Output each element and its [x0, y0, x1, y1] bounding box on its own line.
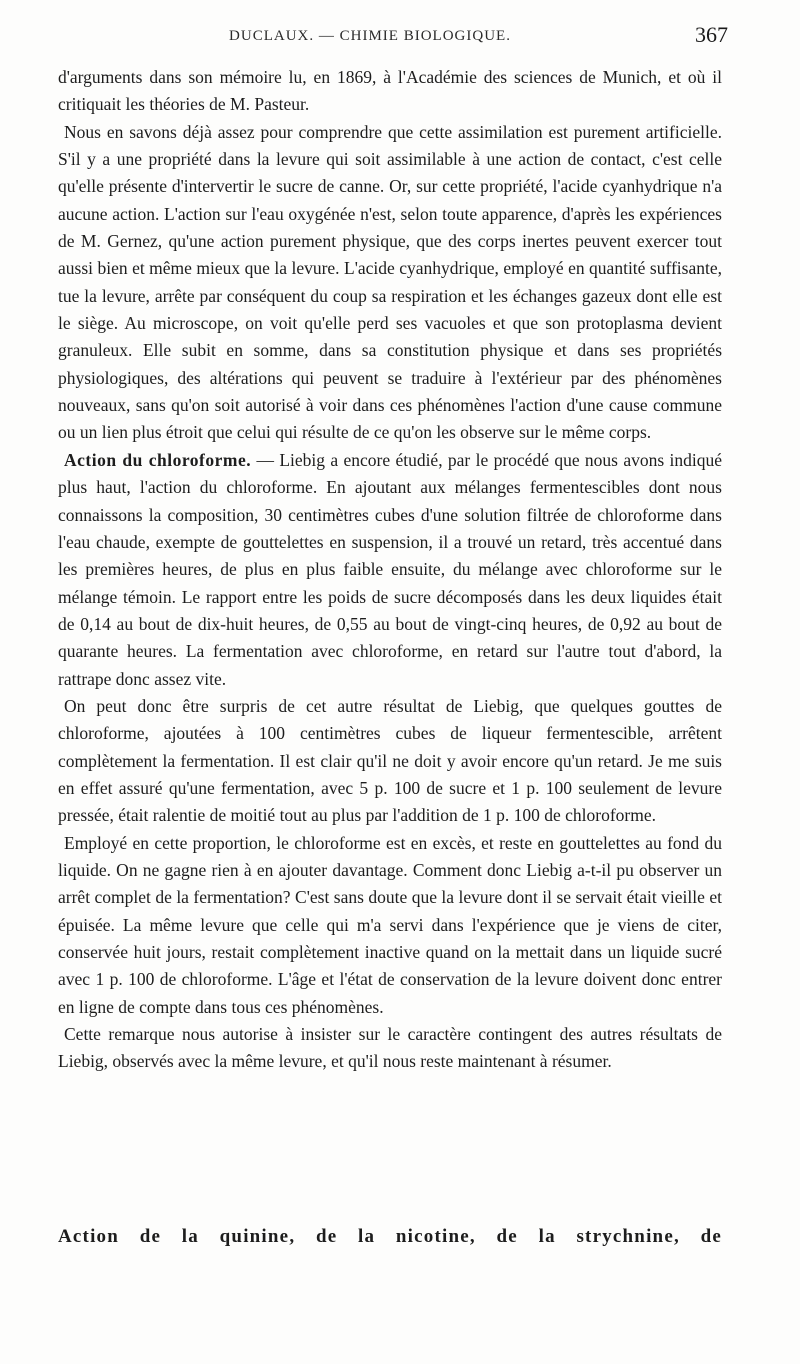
body-text	[58, 64, 722, 1076]
section-heading-quinine: Action de la quinine, de la nicotine, de la strychnine, de	[58, 1226, 722, 1247]
paragraph-liebig-result: On peut donc être surpris de cet autre résultat de Liebig, que quelques gouttes de chloroforme, ajoutées à 100 centimètres cubes de liqueur fermentescible, arrêtent complètement la fermentation. Il est clair qu'il ne doit y avoir encore qu'un retard. Je me suis en effet assuré qu'une fermentation, avec 5 p. 100 de sucre et 1 p. 100 seulement de levure pressée, était ralentie de moitié tout au plus par l'addition de 1 p. 100 de chloroforme.	[58, 695, 722, 826]
paragraph-assimilation: Nous en savons déjà assez pour comprendre que cette assimilation est purement artificielle. S'il y a une propriété dans la levure qui soit assimilable à une action de contact, c'est celle qu'elle présente d'intervertir le sucre de canne. Or, sur cette propriété, l'acide cyanhydrique n'a aucune action. L'action sur l'eau oxygénée n'est, selon toute apparence, d'après les expériences de M. Gernez, qu'une action purement physique, que des corps inertes peuvent exercer tout aussi bien et même mieux que la levure. L'acide cyanhydrique, employé en quantité suffisante, tue la levure, arrête par conséquent du coup sa respiration et les échanges gazeux dont elle est le siège. Au microscope, on voit qu'elle perd ses vacuoles et que son protoplasma devient granuleux. Elle subit en somme, dans sa constitution physique et dans ses propriétés physiologiques, des altérations qui peuvent se traduire à l'extérieur par des phénomènes nouveaux, sans qu'on soit autorisé à voir dans ces phénomènes l'action d'une cause commune ou un lien plus étroit que celui qui résulte de ce qu'on les observe sur le même corps.	[58, 121, 722, 443]
paragraph-proportion: Employé en cette proportion, le chloroforme est en excès, et reste en gouttelettes au fond du liquide. On ne gagne rien à en ajouter davantage. Comment donc Liebig a-t-il pu observer un arrêt complet de la fermentation? C'est sans doute que la levure dont il se servait était vieille et épuisée. La même levure que celle qui m'a servi dans l'expérience que je viens de citer, conservée huit jours, restait complètement inactive quand on la mettait dans un liquide sucré avec 1 p. 100 de chloroforme. L'âge et l'état de conservation de la levure doivent donc entrer en ligne de compte dans tous ces phénomènes.	[58, 832, 722, 1017]
paragraph-continuation: d'arguments dans son mémoire lu, en 1869, à l'Académie des sciences de Munich, et où il critiquait les théories de M. Pasteur.	[58, 67, 722, 115]
paragraph-chloroforme-text: — Liebig a encore étudié, par le procédé que nous avons indiqué plus haut, l'action du chloroforme. En ajoutant aux mélanges fermentescibles dont nous connaissons la composition, 30 centimètres cubes d'une solution filtrée de chloroforme dans l'eau chaude, exempte de gouttelettes en suspension, il a trouvé un retard, très accentué dans les premières heures, de plus en plus faible ensuite, du mélange avec chloroforme sur le mélange témoin. Le rapport entre les poids de sucre décomposés dans les deux liquides était de 0,14 au bout de dix-huit heures, de 0,55 au bout de vingt-cinq heures, de 0,92 au bout de quarante heures. La fermentation avec chloroforme, en retard sur l'autre tout d'abord, la rattrape donc assez vite.	[58, 449, 723, 689]
page-number: 367	[695, 22, 728, 47]
section-heading-chloroforme: Action du chloroforme.	[64, 449, 252, 470]
paragraph-remarque: Cette remarque nous autorise à insister sur le caractère contingent des autres résultats de Liebig, observés avec la même levure, et qu'il nous reste maintenant à résumer.	[58, 1024, 722, 1072]
paragraph-chloroforme	[58, 447, 722, 693]
running-head: DUCLAUX. — CHIMIE BIOLOGIQUE.	[229, 28, 511, 44]
